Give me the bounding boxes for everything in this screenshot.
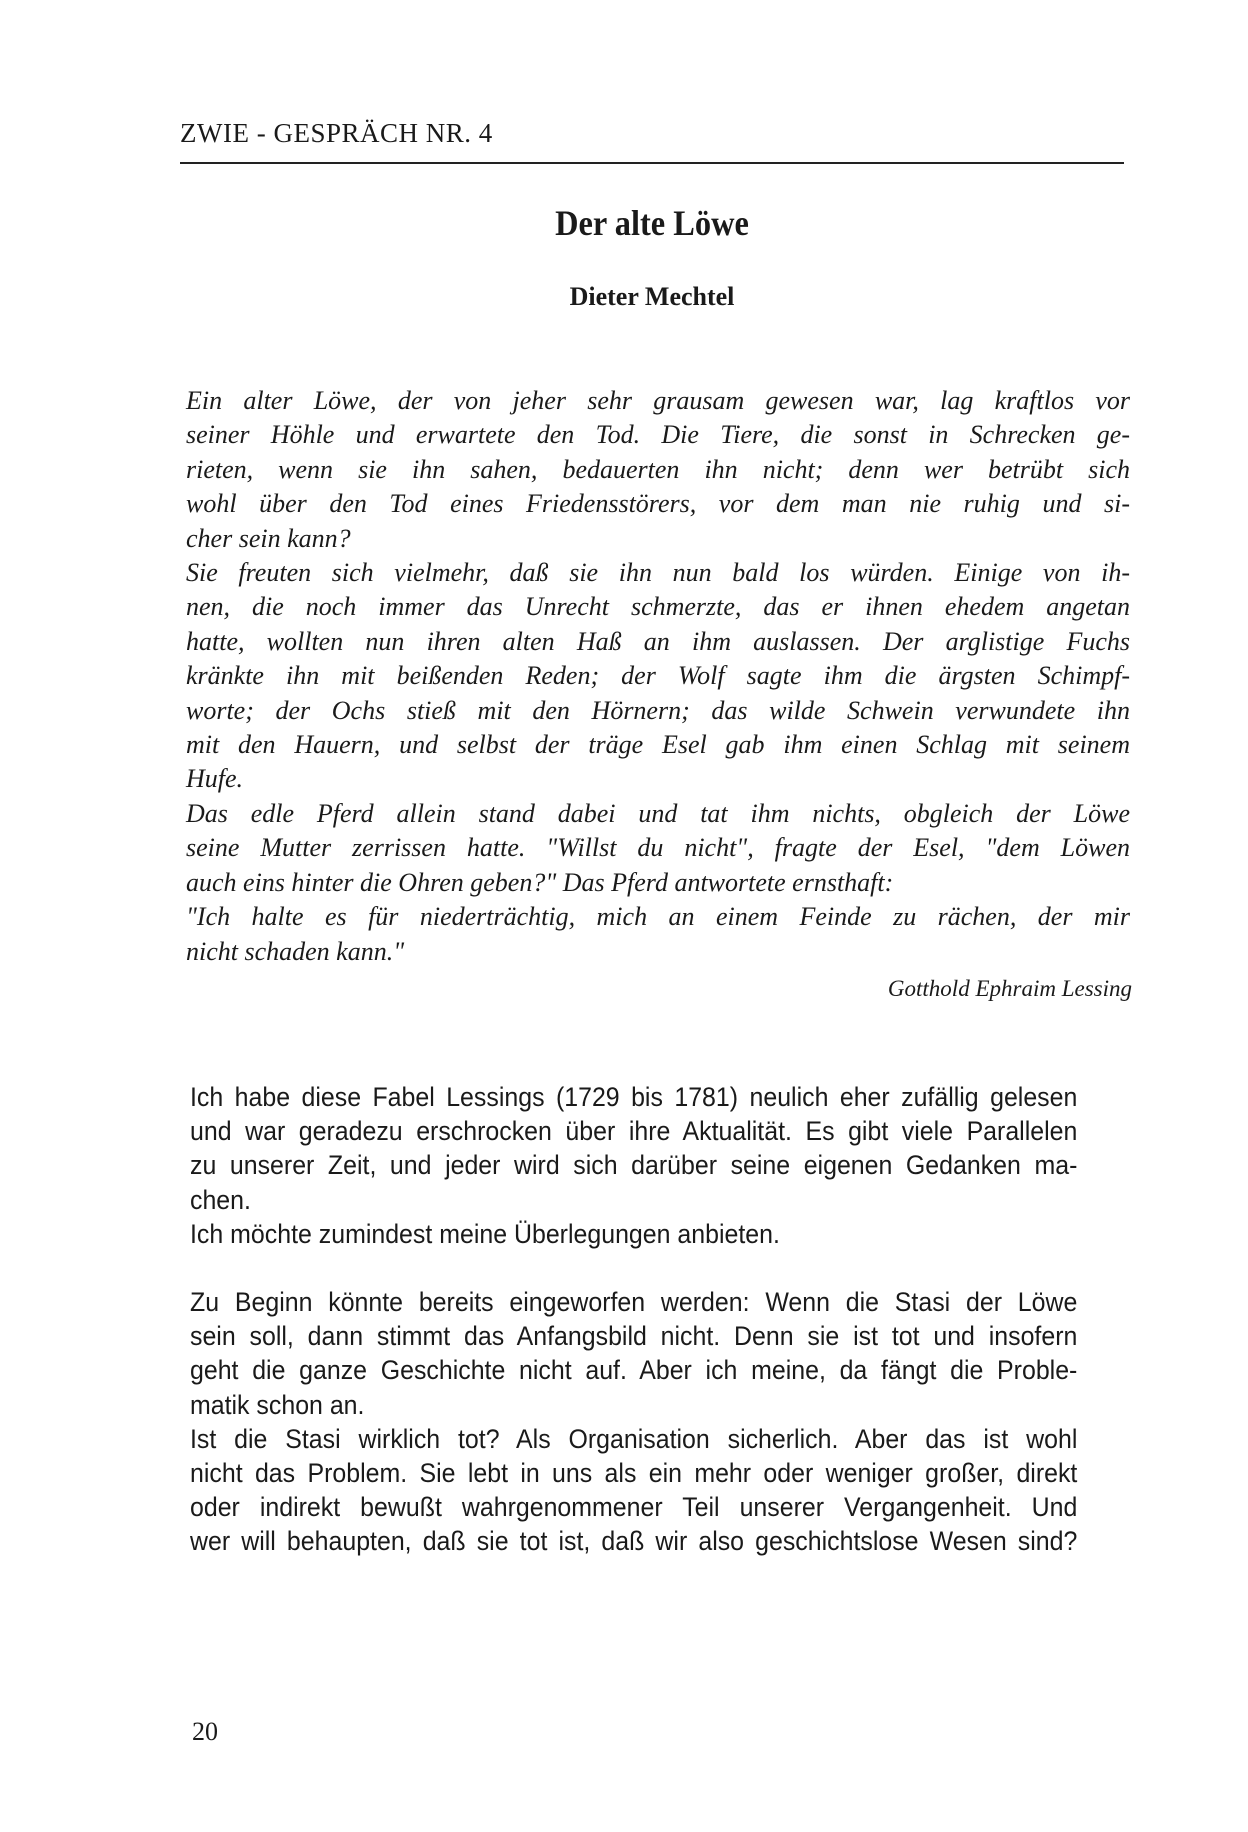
essay-line: sein soll, dann stimmt das Anfangsbild nicht. Denn sie ist tot und insofern: [190, 1321, 1078, 1352]
paragraph-spacer: [190, 1251, 1077, 1285]
fable-attribution: Gotthold Ephraim Lessing: [887, 976, 1132, 1001]
fable-line: auch eins hinter die Ohren geben?" Das Pferd antwortete ernsthaft:: [186, 867, 894, 897]
fable-line: Ein alter Löwe, der von jeher sehr grausam gewesen war, lag kraftlos vor: [186, 386, 1130, 415]
fable-line: nicht schaden kann.": [186, 936, 405, 966]
essay-line: wer will behaupten, daß sie tot ist, daß wir also geschichtslose Wesen sind?: [190, 1526, 1078, 1557]
fable-line: Das edle Pferd allein stand dabei und tat ihm nichts, obgleich der Löwe: [186, 798, 1130, 828]
fable-line: Sie freuten sich vielmehr, daß sie ihn nun bald los würden. Einige von ih-: [186, 558, 1130, 588]
fable-line: Hufe.: [186, 764, 244, 794]
fable-line: kränkte ihn mit beißenden Reden; der Wolf sagte ihm die ärgsten Schimpf-: [186, 661, 1130, 691]
essay-paragraph-2: [190, 1285, 1077, 1559]
essay-line: zu unserer Zeit, und jeder wird sich darüber seine eigenen Gedanken ma-: [190, 1150, 1078, 1181]
page-number: 20: [192, 1717, 218, 1746]
running-header: [180, 116, 1124, 164]
essay-line: Zu Beginn könnte bereits eingeworfen werden: Wenn die Stasi der Löwe: [190, 1287, 1078, 1318]
fable-line: nen, die noch immer das Unrecht schmerzte, das er ihnen ehedem angetan: [186, 592, 1130, 622]
fable-line: rieten, wenn sie ihn sahen, bedauerten ihn nicht; denn wer betrübt sich: [186, 454, 1130, 484]
fable-line: "Ich halte es für niederträchtig, mich an einem Feinde zu rächen, der mir: [186, 902, 1130, 932]
fable-line: seiner Höhle und erwartete den Tod. Die Tiere, die sonst in Schrecken ge-: [186, 420, 1130, 450]
fable-quote: [186, 384, 1130, 969]
essay-line: chen.: [190, 1184, 251, 1215]
essay-line: oder indirekt bewußt wahrgenommener Teil unserer Vergangenheit. Und: [190, 1492, 1078, 1523]
essay-line: und war geradezu erschrocken über ihre Aktualität. Es gibt viele Parallelen: [190, 1116, 1078, 1147]
essay-line: geht die ganze Geschichte nicht auf. Aber ich meine, da fängt die Proble-: [190, 1355, 1078, 1386]
essay-paragraph-1: [190, 1080, 1077, 1251]
essay-line: matik schon an.: [190, 1389, 365, 1420]
fable-line: hatte, wollten nun ihren alten Haß an ihm auslassen. Der arglistige Fuchs: [186, 626, 1130, 656]
essay-line: Ist die Stasi wirklich tot? Als Organisation sicherlich. Aber das ist wohl: [190, 1423, 1078, 1454]
running-head-text: ZWIE - GESPRÄCH NR. 4: [180, 118, 493, 148]
essay-body: [190, 1080, 1077, 1559]
fable-line: mit den Hauern, und selbst der träge Esel gab ihm einen Schlag mit seinem: [186, 730, 1130, 760]
fable-line: wohl über den Tod eines Friedensstörers, vor dem man nie ruhig und si-: [186, 489, 1130, 519]
essay-line: Ich habe diese Fabel Lessings (1729 bis 1781) neulich eher zufällig gelesen: [190, 1082, 1078, 1112]
essay-line: Ich möchte zumindest meine Überlegungen anbieten.: [190, 1218, 780, 1249]
essay-line: nicht das Problem. Sie lebt in uns als ein mehr oder weniger großer, direkt: [190, 1458, 1078, 1489]
fable-line: worte; der Ochs stieß mit den Hörnern; das wilde Schwein verwundete ihn: [186, 695, 1130, 725]
article-author: Dieter Mechtel: [569, 282, 735, 311]
article-title: Der alte Löwe: [555, 203, 749, 243]
fable-line: cher sein kann?: [186, 523, 351, 553]
fable-line: seine Mutter zerrissen hatte. "Willst du nicht", fragte der Esel, "dem Löwen: [186, 833, 1130, 863]
